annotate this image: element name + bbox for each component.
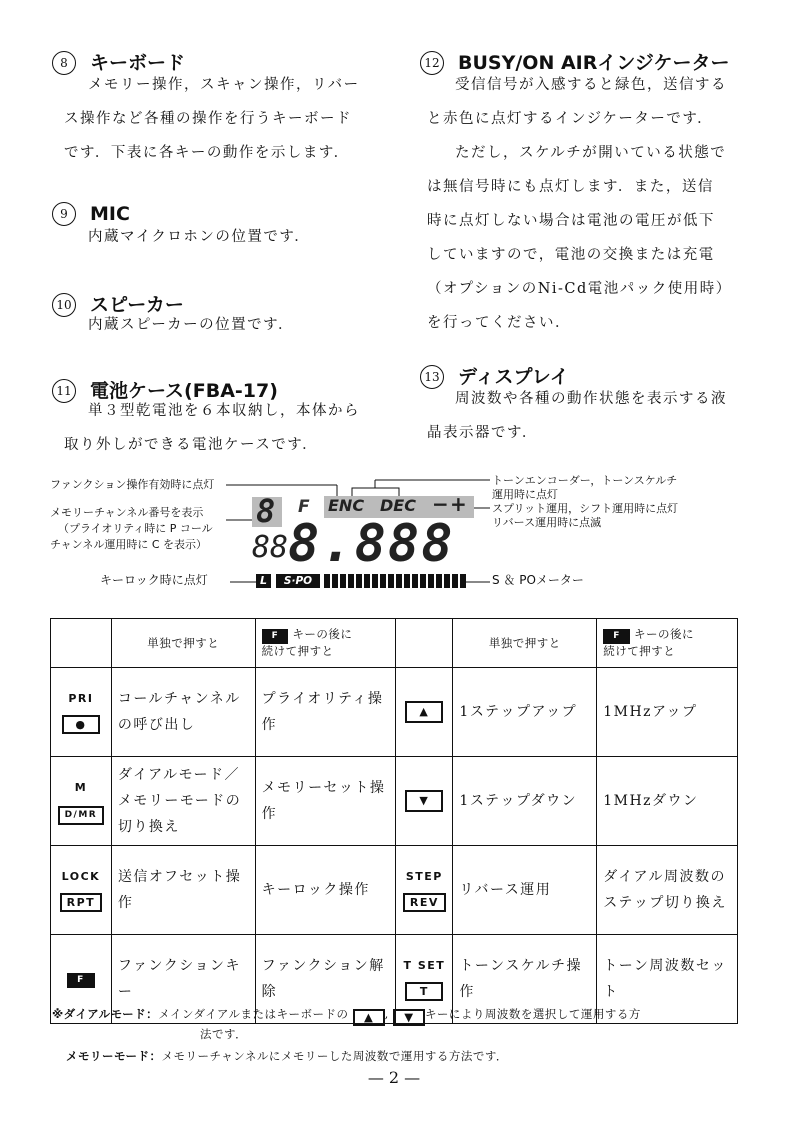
- section-9-title: 9 MIC: [52, 202, 130, 226]
- label-tone-2: 運用時に点灯: [492, 488, 558, 501]
- lcd-f-indicator: F: [298, 497, 310, 517]
- note-memory-mode: メモリーモード：メモリーチャンネルにメモリーした周波数で運用する方法です．: [66, 1049, 508, 1063]
- lcd-minus-indicator: −: [432, 492, 449, 516]
- page-number: — 2 —: [367, 1068, 421, 1087]
- header-single-right: 単独で押すと: [453, 619, 597, 668]
- up-arrow-icon: ▲: [353, 1009, 385, 1026]
- section-10-title: 10 スピーカー: [52, 290, 184, 317]
- pri-key: PRI ●: [51, 668, 112, 757]
- table-row: LOCK RPT 送信オフセット操作 キーロック操作 STEP REV リバース運用 ダイアル周波数のステップ切り換え: [51, 846, 738, 935]
- lcd-freq-big: 8.888: [288, 514, 455, 574]
- section-11-title: 11 電池ケース(FBA-17): [52, 376, 278, 403]
- lcd-display-diagram: [252, 482, 480, 592]
- label-tone-1: トーンエンコーダー，トーンスケルチ: [492, 474, 678, 487]
- f-key: F: [51, 935, 112, 1024]
- rpt-key: LOCK RPT: [51, 846, 112, 935]
- tset-key: T SET T: [396, 935, 453, 1024]
- header-after-f: F キーの後に 続けて押すと: [255, 619, 396, 668]
- dmr-key: M D/MR: [51, 757, 112, 846]
- lcd-meter-bar: [324, 574, 466, 588]
- label-memory-channel-3: チャンネル運用時に C を表示）: [50, 538, 208, 551]
- up-key: ▲: [396, 668, 453, 757]
- note-dial-mode: ※ダイアルモード：メインダイアルまたはキーボードの ▲ , ▼ キーにより周波数を選択して運用する方: [52, 1007, 641, 1024]
- table-row: F ファンクションキー ファンクション解除 T SET T トーンスケルチ操作 トーン周波数セット: [51, 935, 738, 1024]
- lcd-plus-indicator: +: [450, 492, 467, 516]
- section-13-body: 周波数や各種の動作状態を表示する液 晶表示器です．: [427, 391, 727, 441]
- section-8-body: メモリー操作，スキャン操作，リバー ス操作など各種の操作を行うキーボード です．下表に各キーの動作を示します．: [64, 77, 360, 161]
- header-after-f-right: F キーの後に 続けて押すと: [597, 619, 738, 668]
- label-function-indicator: ファンクション操作有効時に点灯: [50, 478, 215, 491]
- lcd-lock-indicator: L: [256, 574, 271, 588]
- section-8-title: 8 キーボード: [52, 48, 185, 75]
- rev-key: STEP REV: [396, 846, 453, 935]
- lcd-dec-indicator: DEC: [380, 496, 416, 515]
- label-split-2: リバース運用時に点滅: [492, 516, 602, 529]
- header-single: 単独で押すと: [111, 619, 255, 668]
- label-split-1: スプリット運用，シフト運用時に点灯: [492, 502, 679, 515]
- label-keylock: キーロック時に点灯: [100, 573, 208, 587]
- down-key: ▼: [396, 757, 453, 846]
- section-12-title: 12 BUSY/ON AIRインジケーター: [420, 48, 730, 75]
- section-number: 8: [52, 51, 76, 75]
- table-row: M D/MR ダイアルモード／メモリーモードの切り換え メモリーセット操作 ▼ 1ステップダウン 1MHzダウン: [51, 757, 738, 846]
- table-row: PRI ● コールチャンネルの呼び出し プライオリティ操作 ▲ 1ステップアップ 1MHzアップ: [51, 668, 738, 757]
- note-dial-mode-cont: 法です．: [200, 1027, 248, 1041]
- label-memory-channel-1: メモリーチャンネル番号を表示: [50, 506, 204, 519]
- down-arrow-icon: ▼: [393, 1009, 425, 1026]
- section-12-body: 受信信号が入感すると緑色，送信する と赤色に点灯するインジケーターです． ただし，スケルチが開いている状態で は無信号時にも点灯します．また，送信 時に点灯しない場合は電池の電圧が低下 していますので，電池の交換または充電 （オプションのNi-Cd電池パック使用時） を行ってください．: [427, 77, 732, 331]
- section-9-body: 内蔵マイクロホンの位置です．: [88, 229, 311, 245]
- lcd-channel-digit: 8: [256, 492, 276, 530]
- key-function-table: [50, 618, 738, 1024]
- lcd-spo-indicator: S·PO: [276, 574, 320, 588]
- lcd-freq-small: 88: [252, 530, 289, 565]
- label-meter: S ＆ POメーター: [492, 573, 584, 587]
- label-memory-channel-2: （プライオリティ時に P コール: [58, 522, 213, 535]
- lcd-enc-indicator: ENC: [328, 496, 365, 515]
- section-11-body: 単３型乾電池を６本収納し，本体から 取り外しができる電池ケースです．: [64, 403, 360, 453]
- section-10-body: 内蔵スピーカーの位置です．: [88, 317, 294, 333]
- section-13-title: 13 ディスプレイ: [420, 362, 569, 389]
